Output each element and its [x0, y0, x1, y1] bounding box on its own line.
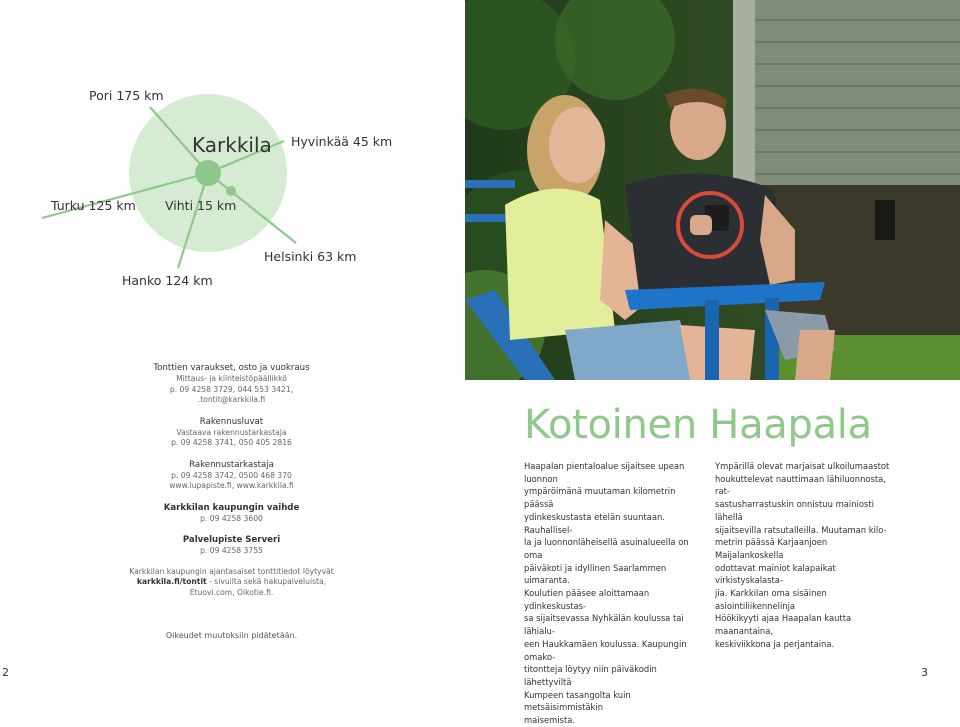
karkkila-marker	[195, 160, 221, 186]
contact-info	[60, 362, 403, 598]
col1-line: Kumpeen tasangolta kuin metsäisimmistäkin	[524, 689, 631, 713]
col1-line: Koulutien pääsee aloittamaan ydinkeskustas-	[524, 588, 650, 611]
city-label-turku: Turku 125 km	[51, 198, 136, 213]
col2-line: Höökikyyti ajaa Haapalan kautta maanantaina,	[715, 613, 852, 637]
col1-line: ydinkeskustasta etelän suuntaan. Rauhallisel-	[524, 511, 665, 535]
col1-line: een Haukkamäen koulussa. Kaupungin omako-	[524, 638, 687, 662]
col1-line: ympäröimänä muutaman kilometrin päässä	[524, 486, 676, 510]
col2-line: sijaitsevilla ratsutalleilla. Muutaman kilo-	[715, 524, 887, 535]
distance-map-graphic	[0, 0, 465, 320]
col2-line: odottavat mainiot kalapaikat virkistyskalasta-	[715, 562, 836, 586]
col1-line: maisemista.	[524, 715, 576, 726]
city-label-karkkila: Karkkila	[192, 133, 272, 157]
col1-line: päiväkoti ja idyllinen Saarlammen uimaranta.	[524, 562, 667, 586]
inspector-heading: Rakennustarkastaja	[189, 459, 274, 470]
col2-line: keskiviikkona ja perjantaina.	[715, 638, 835, 649]
info-line-2	[60, 577, 403, 588]
switchboard-phone: p. 09 4258 3600	[200, 513, 263, 523]
article-column-2	[715, 460, 895, 651]
info-line-2-rest: - sivuilta sekä hakupalveluista,	[206, 577, 327, 586]
permits-heading: Rakennusluvat	[199, 416, 264, 427]
city-label-vihti: Vihti 15 km	[165, 198, 237, 213]
page-number-right: 3	[921, 666, 928, 679]
col2-line: metrin päässä Karjaanjoen Maijalankoskella	[715, 537, 828, 560]
sales-title: Mittaus- ja kiinteistöpäällikkö	[176, 374, 287, 383]
inspector-links[interactable]: www.lupapiste.fi, www.karkkila.fi	[169, 481, 294, 490]
permits-phone: p. 09 4258 3741, 050 405 2816	[171, 438, 292, 447]
city-label-hanko: Hanko 124 km	[122, 273, 213, 288]
sales-phone: p. 09 4258 3729, 044 553 3421,	[169, 384, 294, 394]
permits-title: Vastaava rakennustarkastaja	[176, 427, 287, 437]
col1-line: titontteja löytyy niin päiväkodin lähettyviltä	[524, 664, 657, 687]
photo-couple-outdoor-table	[465, 0, 960, 380]
inspector-phone: p. 09 4258 3742, 0500 468 370	[171, 470, 292, 480]
page-number-left: 2	[2, 666, 9, 679]
article-column-1	[524, 460, 702, 727]
col2-line: sastusharrastuskin onnistuu mainiosti lähellä	[715, 499, 874, 522]
col1-line: Haapalan pientaloalue sijaitsee upean luonnon	[524, 461, 685, 484]
info-line-3: Etuovi.com, Oikotie.fi.	[189, 587, 274, 597]
sales-heading: Tonttien varaukset, osto ja vuokraus	[153, 363, 310, 373]
service-heading: Palvelupiste Serveri	[182, 535, 281, 545]
service-phone: p. 09 4258 3755	[200, 546, 263, 555]
city-label-hyvinkaa: Hyvinkää 45 km	[291, 134, 393, 149]
sales-email[interactable]: .tontit@karkkila.fi	[197, 395, 266, 404]
col1-line: la ja luonnonläheisellä asuinalueella on oma	[524, 537, 689, 560]
switchboard-heading: Karkkilan kaupungin vaihde	[163, 502, 300, 513]
col2-line: houkuttelevat nauttimaan lähiluonnosta, rat-	[715, 473, 886, 497]
col2-line: jia. Karkkilan oma sisäinen asiointiliikennelinja	[715, 588, 827, 611]
article-title: Kotoinen Haapala	[524, 402, 872, 448]
col2-line: Ympärillä olevat marjaisat ulkoilumaastot	[715, 461, 890, 471]
rights-notice: Oikeudet muutoksiin pidätetään.	[165, 631, 298, 640]
vihti-marker	[226, 186, 236, 196]
city-label-pori: Pori 175 km	[89, 88, 164, 103]
photo-illustration	[465, 0, 960, 380]
distance-map	[0, 0, 465, 320]
city-label-helsinki: Helsinki 63 km	[264, 249, 357, 264]
col1-line: sa sijaitsevassa Nyhkälän koulussa tai lähialu-	[524, 613, 684, 637]
tontit-link[interactable]: karkkila.fi/tontit	[136, 577, 207, 586]
info-line-1: Karkkilan kaupungin ajantasaiset tonttitiedot löytyvät	[129, 566, 334, 576]
